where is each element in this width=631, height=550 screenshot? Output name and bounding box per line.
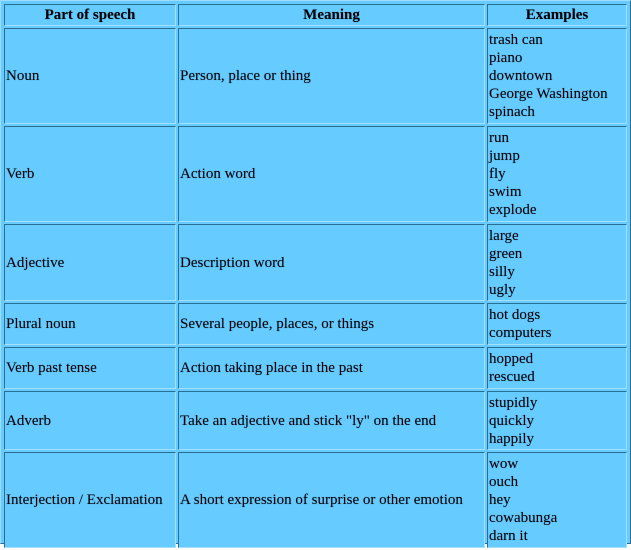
example-item: explode (489, 202, 537, 218)
example-item: hot dogs (489, 307, 541, 323)
example-item: rescued (489, 369, 535, 385)
example-item: green (489, 245, 523, 262)
example-item: computers (489, 325, 552, 341)
cell-part-of-speech: Adjective (4, 224, 176, 301)
cell-meaning: Take an adjective and stick "ly" on the end (178, 391, 485, 450)
cell-part-of-speech: Adverb (4, 391, 176, 450)
example-item: downtown (489, 68, 553, 84)
example-item: large (489, 227, 519, 244)
cell-part-of-speech: Verb (4, 126, 176, 222)
cell-part-of-speech: Plural noun (4, 303, 176, 345)
example-item: George Washington (489, 86, 608, 102)
cell-meaning: A short expression of surprise or other emotion (178, 452, 485, 548)
example-item: spinach (489, 104, 535, 120)
cell-examples (487, 126, 627, 222)
cell-examples (487, 28, 627, 124)
header-row (4, 4, 627, 26)
cell-examples (487, 224, 627, 301)
cell-examples (487, 303, 627, 345)
example-item: wow (489, 456, 519, 472)
table-row (4, 347, 627, 389)
example-item: darn it (489, 528, 528, 544)
cell-meaning: Action taking place in the past (178, 347, 485, 389)
cell-examples (487, 347, 627, 389)
header-part-of-speech: Part of speech (4, 4, 176, 26)
cell-meaning: Description word (178, 224, 485, 301)
cell-meaning: Action word (178, 126, 485, 222)
parts-of-speech-table (2, 2, 629, 550)
table-row (4, 391, 627, 450)
example-item: silly (489, 263, 515, 280)
example-item: ugly (489, 281, 516, 298)
table-row (4, 126, 627, 222)
cell-part-of-speech: Verb past tense (4, 347, 176, 389)
header-meaning: Meaning (178, 4, 485, 26)
example-item: hey (489, 492, 511, 508)
table-row (4, 452, 627, 548)
table-row (4, 224, 627, 301)
cell-meaning: Person, place or thing (178, 28, 485, 124)
cell-examples (487, 391, 627, 450)
example-item: hopped (489, 351, 534, 367)
cell-part-of-speech: Interjection / Exclamation (4, 452, 176, 548)
table-row (4, 303, 627, 345)
example-item: happily (489, 430, 534, 447)
example-item: ouch (489, 474, 519, 490)
example-item: stupidly (489, 394, 538, 411)
example-item: jump (489, 148, 520, 164)
example-item: trash can (489, 32, 543, 48)
example-item: quickly (489, 412, 534, 429)
example-item: run (489, 130, 509, 146)
example-item: piano (489, 50, 523, 66)
example-item: fly (489, 166, 506, 182)
header-examples: Examples (487, 4, 627, 26)
cell-meaning: Several people, places, or things (178, 303, 485, 345)
cell-part-of-speech: Noun (4, 28, 176, 124)
cell-examples (487, 452, 627, 548)
table-row (4, 28, 627, 124)
example-item: swim (489, 184, 522, 200)
example-item: cowabunga (489, 510, 558, 526)
